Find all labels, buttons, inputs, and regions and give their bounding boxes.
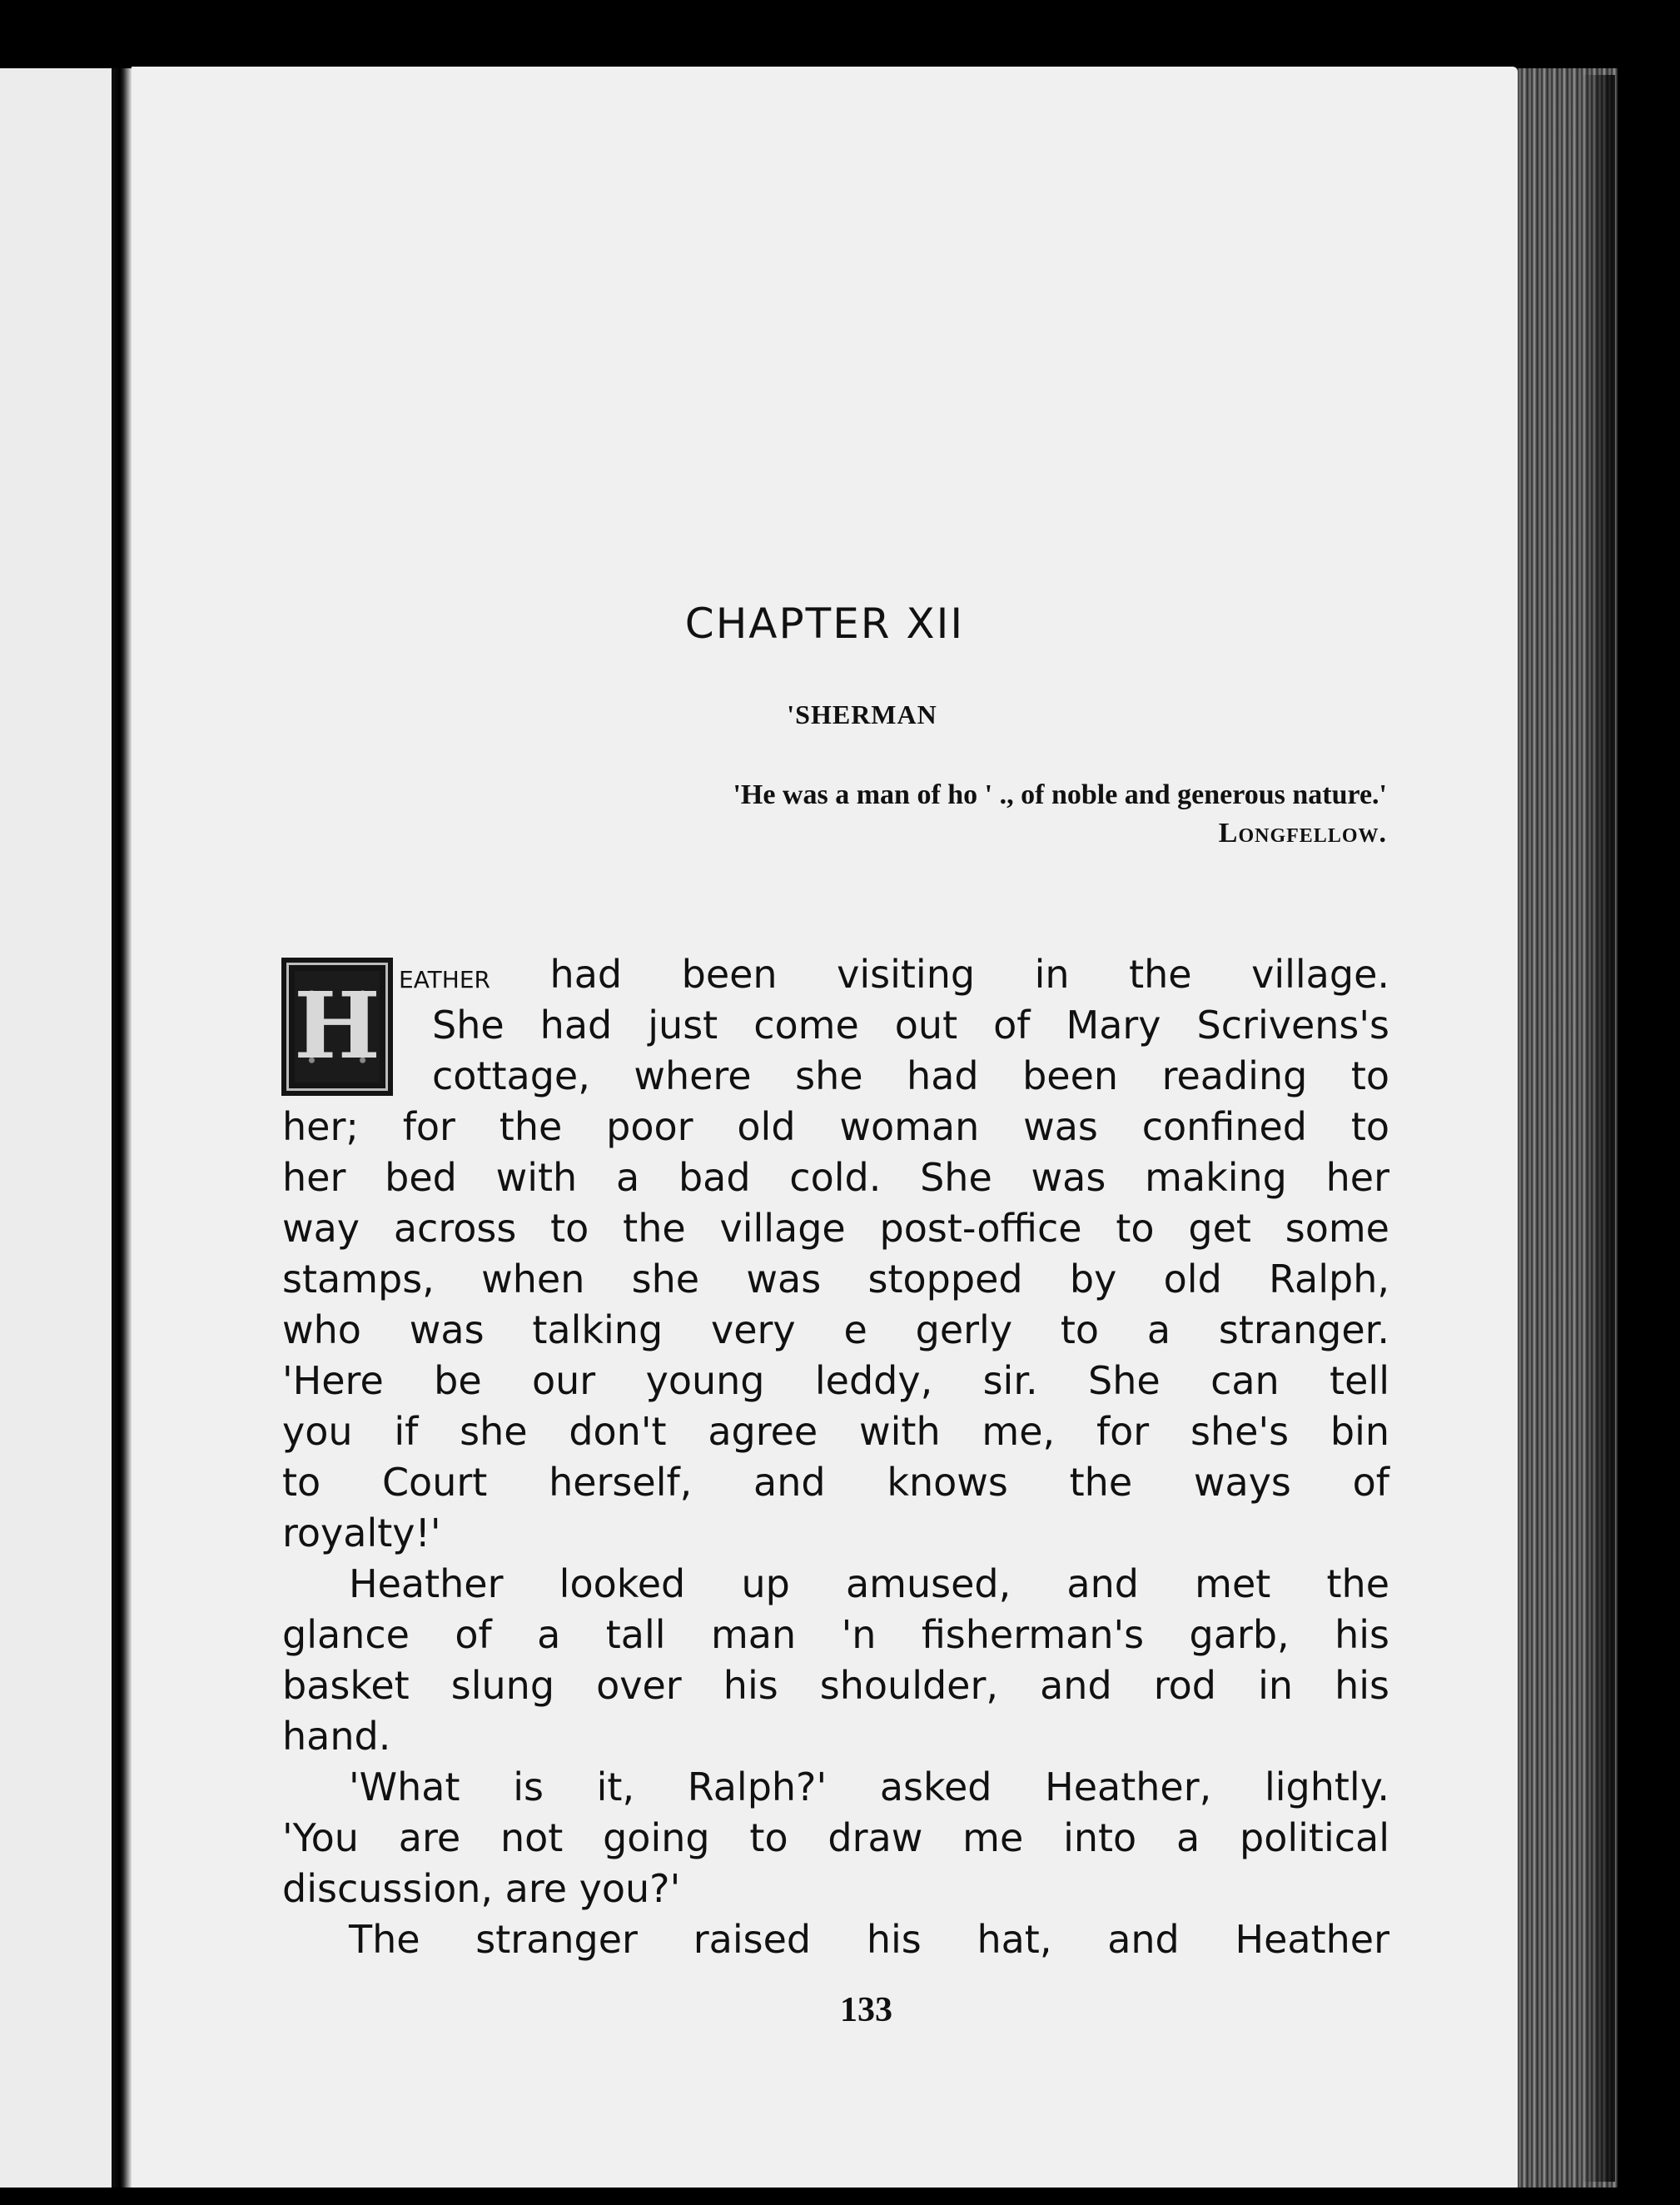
body-text bbox=[282, 949, 1389, 1965]
chapter-title: CHAPTER XII bbox=[684, 600, 965, 648]
text-line: stamps, when she was stopped by old Ralph, bbox=[282, 1257, 1389, 1302]
epigraph-author: Longfellow. bbox=[1218, 818, 1387, 849]
text-line: her; for the poor old woman was confined to bbox=[282, 1104, 1389, 1149]
text-line: way across to the village post-office to get some bbox=[282, 1206, 1389, 1251]
text-line: 'What is it, Ralph?' asked Heather, lightly. bbox=[349, 1764, 1389, 1809]
text-line: She had just come out of Mary Scrivens's bbox=[432, 1003, 1389, 1048]
scan-border bbox=[0, 2188, 1680, 2205]
text-line: who was talking very e gerly to a stranger. bbox=[282, 1307, 1389, 1352]
text-line: hand. bbox=[282, 1714, 391, 1759]
text-line: you if she don't agree with me, for she's bin bbox=[282, 1409, 1389, 1454]
text-line: 'Here be our young leddy, sir. She can tell bbox=[282, 1358, 1389, 1403]
drop-cap-letter: H bbox=[294, 972, 380, 1079]
text-line: eather had been visiting in the village. bbox=[399, 952, 1389, 997]
text-line: glance of a tall man 'n fisherman's garb, his bbox=[282, 1612, 1389, 1657]
text-line: 'You are not going to draw me into a political bbox=[282, 1815, 1389, 1860]
text-line: basket slung over his shoulder, and rod in his bbox=[282, 1663, 1389, 1708]
book-gutter bbox=[112, 68, 132, 2188]
epigraph bbox=[313, 779, 1387, 849]
text-line: Heather looked up amused, and met the bbox=[349, 1561, 1389, 1606]
lead-in-word: eather bbox=[399, 958, 490, 996]
text-line: her bed with a bad cold. She was making her bbox=[282, 1155, 1389, 1200]
text-line: cottage, where she had been reading to bbox=[432, 1053, 1389, 1098]
text-line: discussion, are you?' bbox=[282, 1866, 681, 1911]
epigraph-quote: 'He was a man of ho ' ., of noble and generous nature.' bbox=[733, 779, 1387, 810]
page-stack-shadow bbox=[1582, 75, 1615, 2182]
chapter-subtitle: 'SHERMAN bbox=[787, 699, 937, 729]
page-number: 133 bbox=[840, 1991, 892, 2029]
book-page bbox=[132, 67, 1518, 2188]
text-line: royalty!' bbox=[282, 1511, 441, 1555]
text-line: The stranger raised his hat, and Heather bbox=[349, 1917, 1389, 1962]
text-line: to Court herself, and knows the ways of bbox=[282, 1460, 1389, 1505]
facing-page-edge bbox=[0, 68, 117, 2188]
